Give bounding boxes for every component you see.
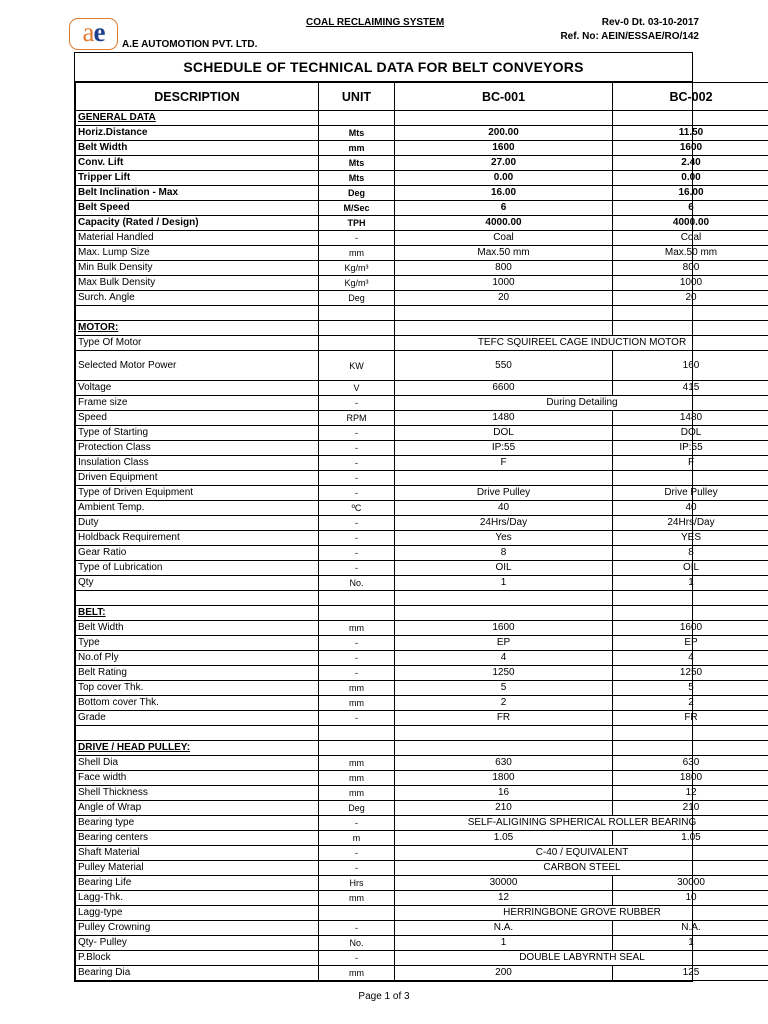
description-cell: Type [76, 636, 319, 651]
description-cell: Bearing Life [76, 876, 319, 891]
unit-cell: - [319, 816, 395, 831]
unit-cell: Kg/m³ [319, 261, 395, 276]
description-cell: Driven Equipment [76, 471, 319, 486]
unit-cell: V [319, 381, 395, 396]
bc-001-value: 27.00 [395, 156, 613, 171]
description-cell: Type of Lubrication [76, 561, 319, 576]
table-row [76, 636, 768, 651]
value-cell [613, 606, 768, 621]
table-row [76, 201, 768, 216]
description-cell: Lagg-type [76, 906, 319, 921]
bc-002-value: 1 [613, 576, 768, 591]
table-row [76, 516, 768, 531]
bc-002-value: 1000 [613, 276, 768, 291]
bc-001-value: 16.00 [395, 186, 613, 201]
description-cell: Belt Width [76, 621, 319, 636]
bc-002-value: 1250 [613, 666, 768, 681]
bc-002-value: 4 [613, 651, 768, 666]
table-row [76, 921, 768, 936]
table-row [76, 171, 768, 186]
unit-cell [319, 741, 395, 756]
unit-cell: - [319, 471, 395, 486]
bc-001-value: 1250 [395, 666, 613, 681]
description-cell: Lagg-Thk. [76, 891, 319, 906]
description-cell: Insulation Class [76, 456, 319, 471]
table-row [76, 861, 768, 876]
table-row [76, 216, 768, 231]
bc-002-value: DOL [613, 426, 768, 441]
bc-002-value: 12 [613, 786, 768, 801]
bc-001-value: F [395, 456, 613, 471]
table-row [76, 441, 768, 456]
unit-cell: KW [319, 351, 395, 381]
unit-cell: - [319, 426, 395, 441]
section-heading: BELT: [76, 606, 319, 621]
bc-001-value: 2 [395, 696, 613, 711]
table-row [76, 381, 768, 396]
bc-001-value: DOL [395, 426, 613, 441]
unit-cell: mm [319, 621, 395, 636]
section-heading-row [76, 606, 768, 621]
table-row [76, 651, 768, 666]
description-cell: P.Block [76, 951, 319, 966]
unit-cell [319, 111, 395, 126]
description-cell: Grade [76, 711, 319, 726]
bc-001-value: 1000 [395, 276, 613, 291]
bc-001-value: 6 [395, 201, 613, 216]
table-row [76, 126, 768, 141]
unit-cell [319, 906, 395, 921]
unit-cell: - [319, 516, 395, 531]
table-row [76, 621, 768, 636]
page-number: Page 1 of 3 [358, 991, 410, 1002]
bc-002-value: 1480 [613, 411, 768, 426]
bc-002-value [613, 471, 768, 486]
table-row [76, 891, 768, 906]
technical-data-table [75, 82, 768, 981]
description-cell: Capacity (Rated / Design) [76, 216, 319, 231]
unit-cell [319, 321, 395, 336]
description-cell: Max. Lump Size [76, 246, 319, 261]
bc-001-value: 210 [395, 801, 613, 816]
bc-002-value: 0.00 [613, 171, 768, 186]
column-header-description: DESCRIPTION [76, 83, 319, 111]
unit-cell: mm [319, 696, 395, 711]
bc-002-value: 160 [613, 351, 768, 381]
value-cell [395, 606, 613, 621]
bc-001-value: 1600 [395, 141, 613, 156]
value-cell [395, 306, 613, 321]
merged-value-cell: TEFC SQUIREEL CAGE INDUCTION MOTOR [395, 336, 768, 351]
bc-002-value: FR [613, 711, 768, 726]
bc-001-value: 1.05 [395, 831, 613, 846]
table-row [76, 666, 768, 681]
unit-cell: mm [319, 771, 395, 786]
merged-value-cell: DOUBLE LABYRNTH SEAL [395, 951, 768, 966]
unit-cell: Mts [319, 126, 395, 141]
bc-002-value: YES [613, 531, 768, 546]
bc-002-value: F [613, 456, 768, 471]
bc-001-value: EP [395, 636, 613, 651]
table-row [76, 456, 768, 471]
bc-001-value: 200.00 [395, 126, 613, 141]
bc-002-value: 24Hrs/Day [613, 516, 768, 531]
table-row [76, 681, 768, 696]
blank-row [76, 591, 768, 606]
bc-001-value [395, 471, 613, 486]
blank-row [76, 306, 768, 321]
bc-001-value: 8 [395, 546, 613, 561]
unit-cell: Hrs [319, 876, 395, 891]
merged-value-cell: During Detailing [395, 396, 768, 411]
description-cell [76, 726, 319, 741]
bc-001-value: 30000 [395, 876, 613, 891]
description-cell: Holdback Requirement [76, 531, 319, 546]
description-cell: Tripper Lift [76, 171, 319, 186]
bc-001-value: Coal [395, 231, 613, 246]
description-cell: Pulley Material [76, 861, 319, 876]
unit-cell: - [319, 561, 395, 576]
bc-001-value: 200 [395, 966, 613, 981]
section-heading: MOTOR: [76, 321, 319, 336]
bc-002-value: IP:55 [613, 441, 768, 456]
unit-cell: - [319, 861, 395, 876]
value-cell [613, 321, 768, 336]
unit-cell: - [319, 711, 395, 726]
merged-value-cell: HERRINGBONE GROVE RUBBER [395, 906, 768, 921]
description-cell: Qty [76, 576, 319, 591]
unit-cell [319, 606, 395, 621]
unit-cell: Deg [319, 186, 395, 201]
value-cell [395, 741, 613, 756]
bc-002-value: Drive Pulley [613, 486, 768, 501]
table-row [76, 501, 768, 516]
table-row [76, 906, 768, 921]
unit-cell: - [319, 396, 395, 411]
table-row [76, 786, 768, 801]
table-header-row [76, 83, 768, 111]
description-cell [76, 591, 319, 606]
description-cell: Conv. Lift [76, 156, 319, 171]
bc-002-value: 1 [613, 936, 768, 951]
description-cell: Bearing type [76, 816, 319, 831]
bc-002-value: 1800 [613, 771, 768, 786]
table-row [76, 426, 768, 441]
bc-001-value: 1600 [395, 621, 613, 636]
description-cell: Horiz.Distance [76, 126, 319, 141]
unit-cell: mm [319, 966, 395, 981]
bc-002-value: 1600 [613, 621, 768, 636]
table-row [76, 231, 768, 246]
table-row [76, 576, 768, 591]
unit-cell: - [319, 456, 395, 471]
bc-001-value: 1480 [395, 411, 613, 426]
description-cell: Bearing Dia [76, 966, 319, 981]
description-cell: Shell Thickness [76, 786, 319, 801]
description-cell: Protection Class [76, 441, 319, 456]
bc-001-value: OIL [395, 561, 613, 576]
bc-001-value: 4000.00 [395, 216, 613, 231]
table-row [76, 351, 768, 381]
description-cell: Pulley Crowning [76, 921, 319, 936]
bc-002-value: 8 [613, 546, 768, 561]
bc-002-value: 5 [613, 681, 768, 696]
unit-cell: mm [319, 786, 395, 801]
bc-002-value: 6 [613, 201, 768, 216]
bc-002-value: 20 [613, 291, 768, 306]
merged-value-cell: SELF-ALIGINING SPHERICAL ROLLER BEARING [395, 816, 768, 831]
unit-cell: Kg/m³ [319, 276, 395, 291]
bc-001-value: 800 [395, 261, 613, 276]
unit-cell: - [319, 666, 395, 681]
bc-002-value: 30000 [613, 876, 768, 891]
unit-cell: M/Sec [319, 201, 395, 216]
bc-001-value: 1800 [395, 771, 613, 786]
column-header-unit: UNIT [319, 83, 395, 111]
unit-cell: - [319, 636, 395, 651]
unit-cell: Mts [319, 171, 395, 186]
bc-002-value: 10 [613, 891, 768, 906]
bc-002-value: 1.05 [613, 831, 768, 846]
bc-001-value: 550 [395, 351, 613, 381]
bc-002-value: 11.50 [613, 126, 768, 141]
description-cell: Duty [76, 516, 319, 531]
unit-cell: Deg [319, 291, 395, 306]
table-row [76, 336, 768, 351]
table-row [76, 291, 768, 306]
description-cell: Angle of Wrap [76, 801, 319, 816]
bc-001-value: 24Hrs/Day [395, 516, 613, 531]
unit-cell: - [319, 441, 395, 456]
bc-002-value: 210 [613, 801, 768, 816]
revision-date: Rev-0 Dt. 03-10-2017 [601, 17, 699, 28]
table-row [76, 711, 768, 726]
bc-001-value: 20 [395, 291, 613, 306]
table-row [76, 756, 768, 771]
bc-001-value: N.A. [395, 921, 613, 936]
table-row [76, 471, 768, 486]
table-row [76, 276, 768, 291]
sheet-title: SCHEDULE OF TECHNICAL DATA FOR BELT CONVEYORS [75, 53, 692, 82]
unit-cell: - [319, 531, 395, 546]
description-cell [76, 306, 319, 321]
reference-number: Ref. No: AEIN/ESSAE/RO/142 [560, 31, 699, 42]
unit-cell: Deg [319, 801, 395, 816]
description-cell: Type Of Motor [76, 336, 319, 351]
bc-001-value: 5 [395, 681, 613, 696]
bc-002-value: 415 [613, 381, 768, 396]
unit-cell: mm [319, 246, 395, 261]
bc-002-value: 16.00 [613, 186, 768, 201]
table-row [76, 246, 768, 261]
merged-value-cell: CARBON STEEL [395, 861, 768, 876]
value-cell [613, 741, 768, 756]
unit-cell: mm [319, 141, 395, 156]
description-cell: Belt Speed [76, 201, 319, 216]
bc-002-value: EP [613, 636, 768, 651]
description-cell: Top cover Thk. [76, 681, 319, 696]
unit-cell: mm [319, 891, 395, 906]
bc-002-value: 1600 [613, 141, 768, 156]
table-row [76, 876, 768, 891]
unit-cell: TPH [319, 216, 395, 231]
blank-row [76, 726, 768, 741]
table-row [76, 771, 768, 786]
unit-cell [319, 306, 395, 321]
unit-cell: - [319, 651, 395, 666]
value-cell [613, 726, 768, 741]
technical-data-sheet [74, 52, 718, 982]
table-row [76, 846, 768, 861]
description-cell: Max Bulk Density [76, 276, 319, 291]
section-heading-row [76, 111, 768, 126]
value-cell [613, 306, 768, 321]
section-heading: GENERAL DATA [76, 111, 319, 126]
unit-cell [319, 336, 395, 351]
company-name: A.E AUTOMOTION PVT. LTD. [122, 39, 258, 50]
revision-block [560, 16, 699, 44]
value-cell [395, 726, 613, 741]
description-cell: Qty- Pulley [76, 936, 319, 951]
unit-cell: mm [319, 756, 395, 771]
bc-002-value: Coal [613, 231, 768, 246]
unit-cell: ºC [319, 501, 395, 516]
description-cell: No.of Ply [76, 651, 319, 666]
unit-cell: Mts [319, 156, 395, 171]
unit-cell [319, 726, 395, 741]
description-cell: Type of Driven Equipment [76, 486, 319, 501]
bc-002-value: 2 [613, 696, 768, 711]
description-cell: Voltage [76, 381, 319, 396]
unit-cell: - [319, 921, 395, 936]
column-header-bc-001: BC-001 [395, 83, 613, 111]
unit-cell: mm [319, 681, 395, 696]
bc-001-value: 12 [395, 891, 613, 906]
system-title: COAL RECLAIMING SYSTEM [306, 17, 445, 28]
section-heading-row [76, 321, 768, 336]
unit-cell: No. [319, 936, 395, 951]
bc-002-value: 40 [613, 501, 768, 516]
section-heading: DRIVE / HEAD PULLEY: [76, 741, 319, 756]
value-cell [395, 591, 613, 606]
bc-001-value: FR [395, 711, 613, 726]
merged-value-cell: C-40 / EQUIVALENT [395, 846, 768, 861]
unit-cell: - [319, 951, 395, 966]
bc-001-value: 6600 [395, 381, 613, 396]
bc-001-value: Yes [395, 531, 613, 546]
description-cell: Min Bulk Density [76, 261, 319, 276]
description-cell: Material Handled [76, 231, 319, 246]
table-row [76, 936, 768, 951]
value-cell [395, 111, 613, 126]
description-cell: Selected Motor Power [76, 351, 319, 381]
bc-002-value: 630 [613, 756, 768, 771]
description-cell: Speed [76, 411, 319, 426]
unit-cell: No. [319, 576, 395, 591]
table-row [76, 396, 768, 411]
value-cell [613, 591, 768, 606]
description-cell: Ambient Temp. [76, 501, 319, 516]
description-cell: Type of Starting [76, 426, 319, 441]
bc-001-value: 16 [395, 786, 613, 801]
bc-001-value: 40 [395, 501, 613, 516]
table-row [76, 186, 768, 201]
bc-001-value: Drive Pulley [395, 486, 613, 501]
table-row [76, 816, 768, 831]
table-row [76, 831, 768, 846]
description-cell: Belt Width [76, 141, 319, 156]
unit-cell: RPM [319, 411, 395, 426]
description-cell: Frame size [76, 396, 319, 411]
description-cell: Belt Inclination - Max [76, 186, 319, 201]
table-row [76, 696, 768, 711]
table-row [76, 546, 768, 561]
table-row [76, 411, 768, 426]
bc-002-value: N.A. [613, 921, 768, 936]
bc-001-value: 1 [395, 936, 613, 951]
bc-001-value: 4 [395, 651, 613, 666]
bc-002-value: 125 [613, 966, 768, 981]
table-row [76, 951, 768, 966]
description-cell: Belt Rating [76, 666, 319, 681]
bc-002-value: OIL [613, 561, 768, 576]
unit-cell: - [319, 231, 395, 246]
value-cell [395, 321, 613, 336]
bc-002-value: 2.40 [613, 156, 768, 171]
bc-002-value: Max.50 mm [613, 246, 768, 261]
value-cell [613, 111, 768, 126]
unit-cell: m [319, 831, 395, 846]
description-cell: Bottom cover Thk. [76, 696, 319, 711]
bc-001-value: 630 [395, 756, 613, 771]
table-row [76, 486, 768, 501]
description-cell: Shaft Material [76, 846, 319, 861]
unit-cell: - [319, 546, 395, 561]
bc-001-value: 1 [395, 576, 613, 591]
table-row [76, 561, 768, 576]
description-cell: Gear Ratio [76, 546, 319, 561]
description-cell: Bearing centers [76, 831, 319, 846]
table-row [76, 801, 768, 816]
table-row [76, 156, 768, 171]
description-cell: Shell Dia [76, 756, 319, 771]
unit-cell [319, 591, 395, 606]
table-row [76, 261, 768, 276]
bc-001-value: IP:55 [395, 441, 613, 456]
description-cell: Face width [76, 771, 319, 786]
bc-001-value: Max.50 mm [395, 246, 613, 261]
bc-002-value: 4000.00 [613, 216, 768, 231]
column-header-bc-002: BC-002 [613, 83, 768, 111]
description-cell: Surch. Angle [76, 291, 319, 306]
table-row [76, 141, 768, 156]
unit-cell: - [319, 486, 395, 501]
bc-002-value: 800 [613, 261, 768, 276]
table-row [76, 966, 768, 981]
unit-cell: - [319, 846, 395, 861]
table-row [76, 531, 768, 546]
company-logo: ae [69, 18, 118, 50]
bc-001-value: 0.00 [395, 171, 613, 186]
section-heading-row [76, 741, 768, 756]
